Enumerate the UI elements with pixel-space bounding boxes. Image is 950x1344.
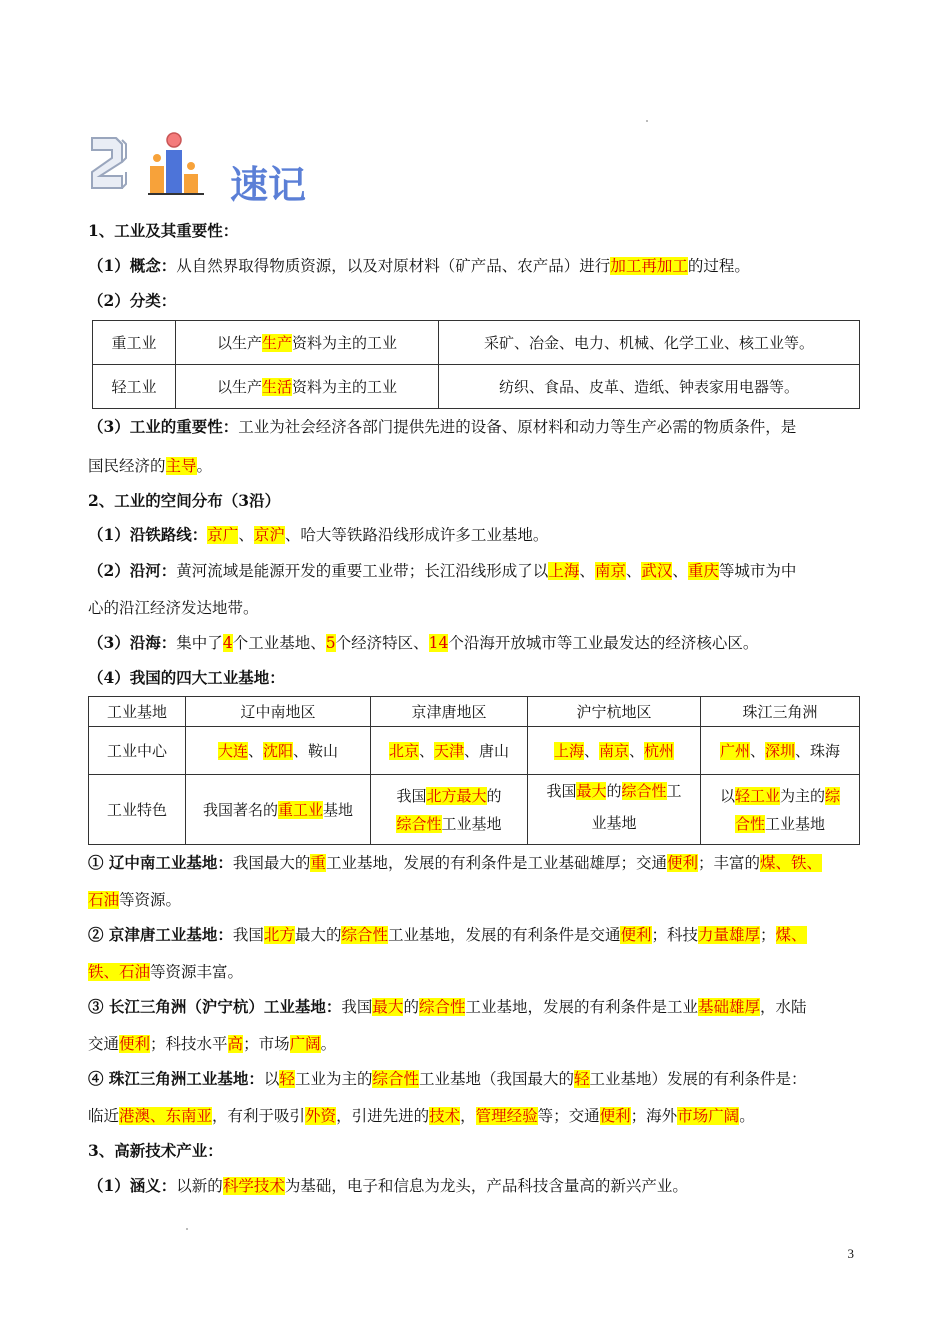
sea-line: （3）沿海：集中了4个工业基地、5个经济特区、14个沿海开放城市等工业最发达的经济核心区。 (88, 633, 759, 652)
table-header-cell: 辽中南地区 (186, 697, 371, 727)
table-cell: 我国北方最大的 综合性工业基地 (371, 775, 528, 845)
table-header-cell: 京津唐地区 (371, 697, 528, 727)
table-cell: 上海、南京、杭州 (528, 727, 701, 775)
header-badge (86, 132, 128, 194)
table-header-cell: 珠江三角洲 (701, 697, 860, 727)
base-1-line: ① 辽中南工业基地：我国最大的重工业基地，发展的有利条件是工业基础雄厚；交通便利；丰富的煤、铁、 (88, 853, 822, 872)
concept-text-end: 的过程。 (687, 257, 750, 275)
scan-dot (646, 120, 648, 122)
table-cell: 北京、天津、唐山 (371, 727, 528, 775)
table-cell: 我国最大的综合性工 业基地 (528, 775, 701, 845)
table-header-cell: 工业基地 (89, 697, 186, 727)
table-header-row (89, 697, 860, 727)
table-cell: 我国著名的重工业基地 (186, 775, 371, 845)
base-3-line: ③ 长江三角洲（沪宁杭）工业基地：我国最大的综合性工业基地，发展的有利条件是工业基础雄厚，水陆 (88, 997, 807, 1016)
section1-heading: 1、工业及其重要性： (88, 221, 239, 240)
four-bases-label: （4）我国的四大工业基地： (88, 668, 285, 687)
concept-label: （1）概念： (88, 256, 177, 275)
table-cell: 纺织、食品、皮革、造纸、钟表家用电器等。 (439, 365, 860, 409)
concept-line (88, 255, 750, 277)
base-3-line-2: 交通便利；科技水平高；市场广阔。 (88, 1035, 337, 1053)
rail-line: （1）沿铁路线：京广、京沪、哈大等铁路沿线形成许多工业基地。 (88, 525, 549, 544)
number-two-icon (86, 132, 128, 194)
page-title: 速记 (230, 163, 307, 207)
table-cell: 以生产生活资料为主的工业 (176, 365, 439, 409)
table-cell: 大连、沈阳、鞍山 (186, 727, 371, 775)
scan-dot (186, 1228, 188, 1230)
table-cell: 轻工业 (93, 365, 176, 409)
concept-highlight: 加工再加工 (610, 257, 688, 275)
table-row (89, 727, 860, 775)
base-1-line-2: 石油等资源。 (88, 891, 182, 909)
base-4-line-2: 临近港澳、东南亚，有利于吸引外资，引进先进的技术，管理经验等；交通便利；海外市场广阔。 (88, 1107, 755, 1125)
podium-icon (148, 130, 210, 196)
table-cell: 采矿、冶金、电力、机械、化学工业、核工业等。 (439, 321, 860, 365)
table-row (93, 365, 860, 409)
section3-heading: 3、高新技术产业： (88, 1141, 223, 1160)
table-cell: 工业特色 (89, 775, 186, 845)
table-row (89, 775, 860, 845)
river-line: （2）沿河：黄河流域是能源开发的重要工业带；长江沿线形成了以上海、南京、武汉、重庆等城市为中 (88, 561, 797, 580)
river-line-2: 心的沿江经济发达地带。 (88, 599, 259, 617)
base-2-line: ② 京津唐工业基地：我国北方最大的综合性工业基地，发展的有利条件是交通便利；科技力量雄厚；煤、 (88, 925, 807, 944)
importance-text: 工业为社会经济各部门提供先进的设备、原材料和动力等生产必需的物质条件，是 (238, 418, 797, 436)
table-cell: 以轻工业为主的综 合性工业基地 (701, 775, 860, 845)
def-line: （1）涵义：以新的科学技术为基础，电子和信息为龙头，产品科技含量高的新兴产业。 (88, 1176, 688, 1195)
table-cell: 以生产生产资料为主的工业 (176, 321, 439, 365)
section2-heading: 2、工业的空间分布（3沿） (88, 491, 281, 510)
table-header-cell: 沪宁杭地区 (528, 697, 701, 727)
four-bases-table (88, 696, 860, 845)
page-number: 3 (847, 1246, 854, 1261)
concept-text: 从自然界取得物质资源，以及对原材料（矿产品、农产品）进行 (176, 257, 611, 275)
table-cell: 广州、深圳、珠海 (701, 727, 860, 775)
class-label: （2）分类： (88, 291, 177, 310)
importance-label: （3）工业的重要性： (88, 417, 239, 436)
table-row (93, 321, 860, 365)
table-cell: 工业中心 (89, 727, 186, 775)
table-cell: 重工业 (93, 321, 176, 365)
base-4-line: ④ 珠江三角洲工业基地：以轻工业为主的综合性工业基地（我国最大的轻工业基地）发展的有利条件是： (88, 1069, 807, 1088)
industry-class-table (92, 320, 860, 409)
base-2-line-2: 铁、石油等资源丰富。 (88, 963, 244, 981)
importance-line (88, 416, 796, 438)
importance-line-2: 国民经济的主导。 (88, 457, 213, 475)
